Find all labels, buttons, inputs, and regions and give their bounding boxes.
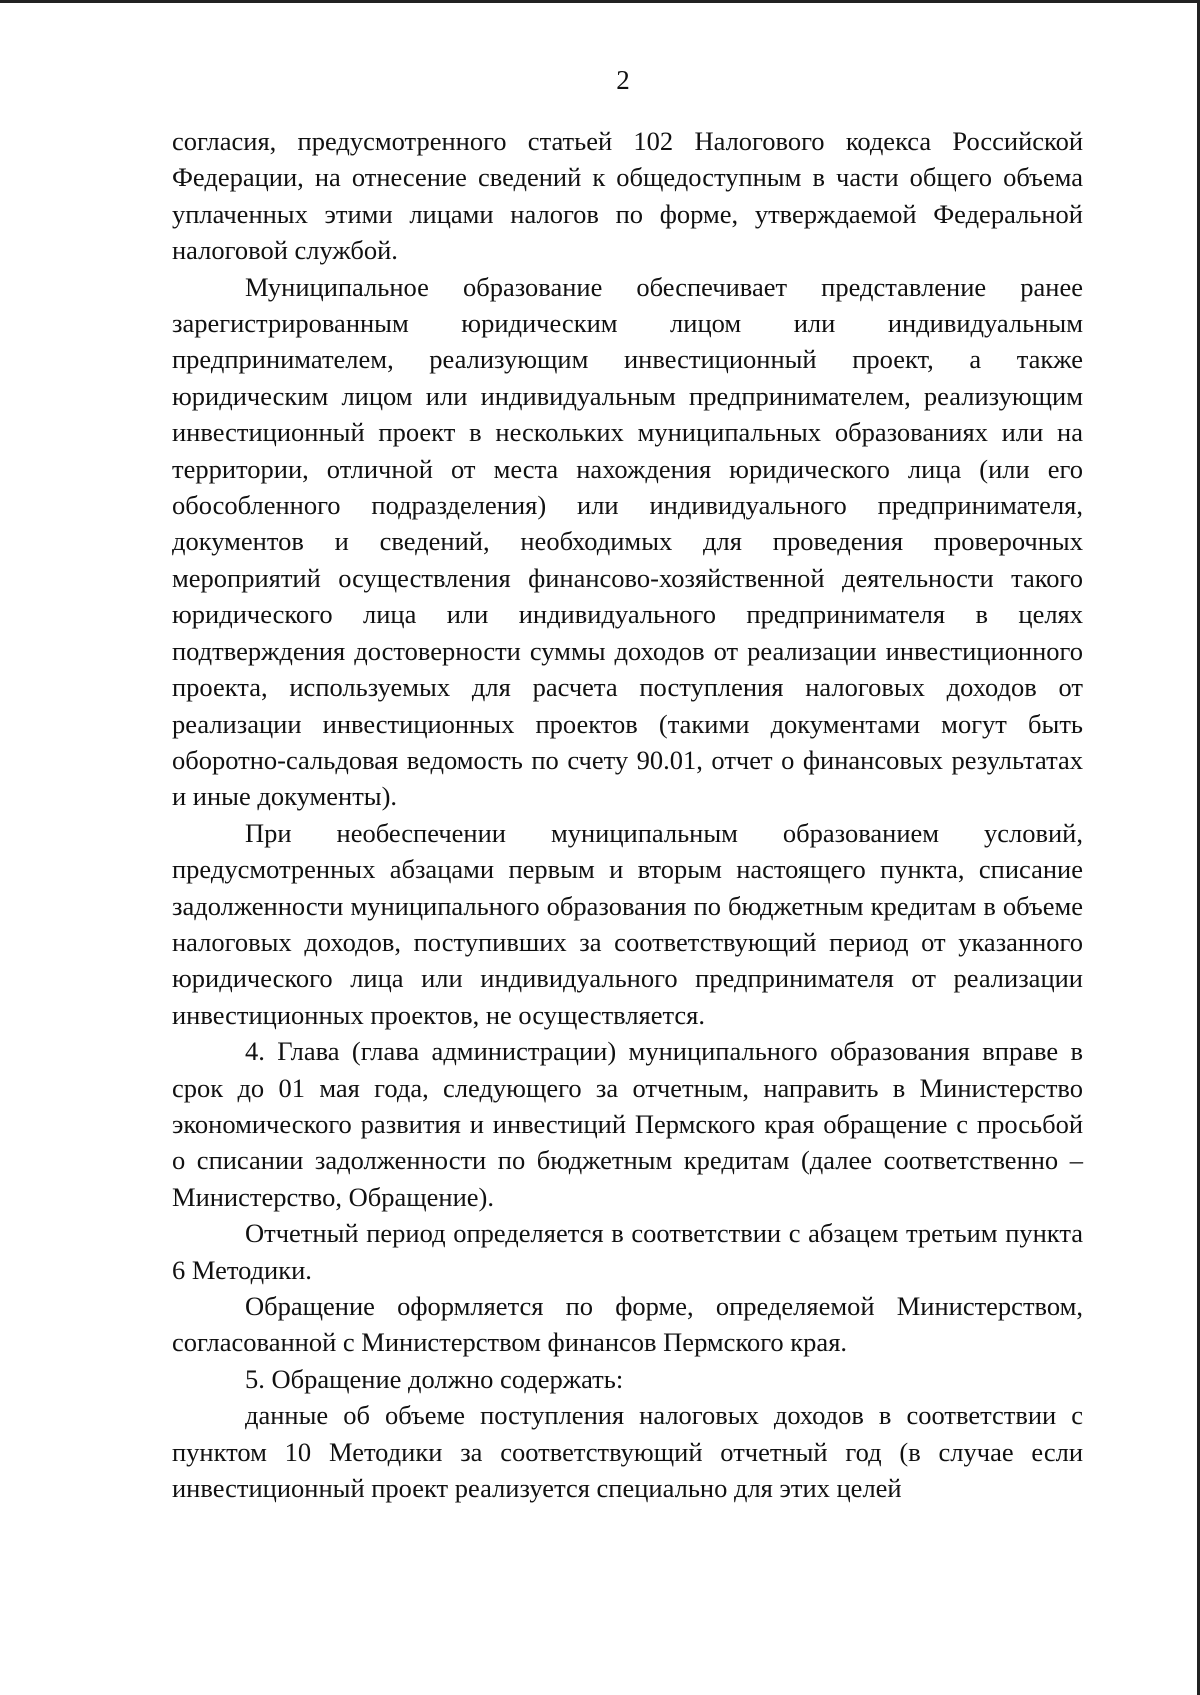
page-number: 2 xyxy=(616,65,630,95)
paragraph-item-5-heading: 5. Обращение должно содержать: xyxy=(245,1363,624,1394)
paragraph-documents-provision: Муниципальное образование обеспечивает представление ранее зарегистрированным юридическим лицом или индивидуальным предпринимателем, реализующим инвестиционный проект, а также юридическим лицом или индивидуальным предпринимателем, реализующим инвестиционный проект в нескольких муниципальных образованиях или на территории, отличной от места нахождения юридического лица (или его обособленного подразделения) или индивидуального предпринимателя, документов и сведений, необходимых для проведения проверочных мероприятий осуществления финансово-хозяйственной деятельности такого юридического лица или индивидуального предпринимателя в целях подтверждения достоверности суммы доходов от реализации инвестиционного проекта, используемых для расчета поступления налоговых доходов от реализации инвестиционных проектов (такими документами могут быть оборотно-сальдовая ведомость по счету 90.01, отчет о финансовых результатах и иные документы). xyxy=(172,271,1083,812)
paragraph-reporting-period: Отчетный период определяется в соответствии с абзацем третьим пункта 6 Методики. xyxy=(172,1218,1083,1285)
paragraph-item-4-request: 4. Глава (глава администрации) муниципального образования вправе в срок до 01 мая года, следующего за отчетным, направить в Министерство экономического развития и инвестиций Пермского края обращение с просьбой о списании задолженности по бюджетным кредитам (далее соответственно – Министерство, Обращение). xyxy=(172,1036,1083,1212)
paragraph-request-form: Обращение оформляется по форме, определяемой Министерством, согласованной с Министерством финансов Пермского края. xyxy=(172,1291,1083,1358)
paragraph-tax-revenue-data: данные об объеме поступления налоговых доходов в соответствии с пунктом 10 Методики за соответствующий отчетный год (в случае если инвестиционный проект реализуется специально для этих целей xyxy=(172,1400,1083,1504)
document-body xyxy=(172,123,1083,1506)
paragraph-consent-continuation: согласия, предусмотренного статьей 102 Налогового кодекса Российской Федерации, на отнесение сведений к общедоступным в части общего объема уплаченных этими лицами налогов по форме, утверждаемой Федеральной налоговой службой. xyxy=(172,126,1083,266)
paragraph-non-compliance: При необеспечении муниципальным образованием условий, предусмотренных абзацами первым и вторым настоящего пункта, списание задолженности муниципального образования по бюджетным кредитам в объеме налоговых доходов, поступивших за соответствующий период от указанного юридического лица или индивидуального предпринимателя от реализации инвестиционных проектов, не осуществляется. xyxy=(172,817,1083,1030)
scan-border-top xyxy=(0,0,1200,3)
